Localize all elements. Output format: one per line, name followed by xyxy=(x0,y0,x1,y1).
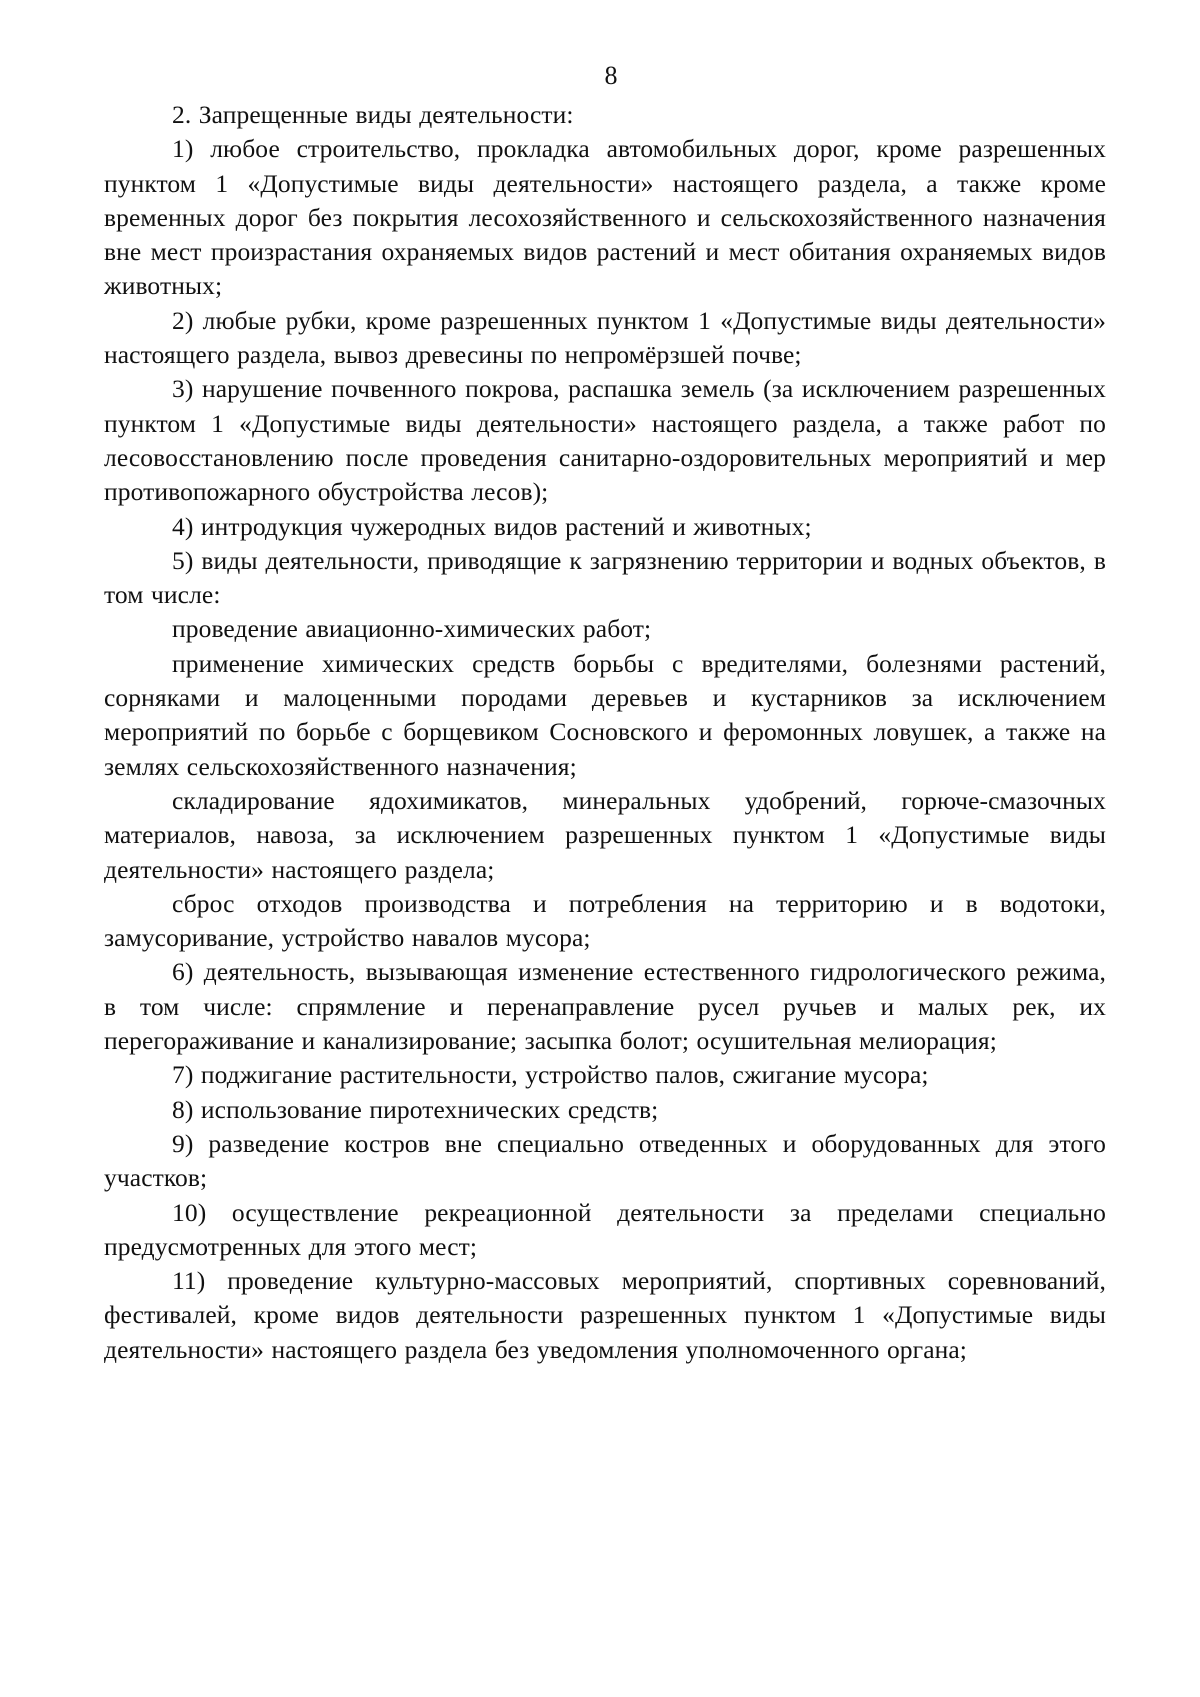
subitem-storage: складирование ядохимикатов, минеральных удобрений, горюче-смазочных материалов, навоза, за исключением разрешенных пунктом 1 «Допустимые виды деятельности» настоящего раздела; xyxy=(104,785,1106,884)
subitem-aviation-chemical: проведение авиационно-химических работ; xyxy=(172,614,652,644)
list-item-4-introduction: 4) интродукция чужеродных видов растений и животных; xyxy=(172,511,812,541)
section-heading-prohibited-activities: 2. Запрещенные виды деятельности: xyxy=(172,100,574,129)
list-item-2-logging: 2) любые рубки, кроме разрешенных пунктом 1 «Допустимые виды деятельности» настоящего раздела, вывоз древесины по непромёрзшей почве; xyxy=(104,305,1106,370)
list-item-8-pyrotechnics: 8) использование пиротехнических средств; xyxy=(172,1094,659,1124)
list-item-1-construction: 1) любое строительство, прокладка автомобильных дорог, кроме разрешенных пунктом 1 «Допустимые виды деятельности» настоящего раздела, а также кроме временных дорог без покрытия лесохозяйственного и сельскохозяйственного назначения вне мест произрастания охраняемых видов растений и мест обитания охраняемых видов животных; xyxy=(104,134,1106,301)
list-item-6-hydrology: 6) деятельность, вызывающая изменение естественного гидрологического режима, в том числе: спрямление и перенаправление русел ручьев и малых рек, их перегораживание и канализирование; засыпка болот; осушительная мелиорация; xyxy=(104,957,1106,1056)
subitem-chemical-control: применение химических средств борьбы с вредителями, болезнями растений, сорняками и малоценными породами деревьев и кустарников за исключением мероприятий по борьбе с борщевиком Сосновского и феромонных ловушек, а также на землях сельскохозяйственного назначения; xyxy=(104,648,1106,781)
subitem-waste-discharge: сброс отходов производства и потребления на территорию и в водотоки, замусоривание, устройство навалов мусора; xyxy=(104,888,1106,953)
list-item-11-mass-events: 11) проведение культурно-массовых мероприятий, спортивных соревнований, фестивалей, кроме видов деятельности разрешенных пунктом 1 «Допустимые виды деятельности» настоящего раздела без уведомления уполномоченного органа; xyxy=(104,1266,1106,1364)
list-item-10-recreation: 10) осуществление рекреационной деятельности за пределами специально предусмотренных для этого мест; xyxy=(104,1197,1106,1261)
list-item-7-burning: 7) поджигание растительности, устройство палов, сжигание мусора; xyxy=(172,1060,929,1090)
list-item-9-campfires: 9) разведение костров вне специально отведенных и оборудованных для этого участков; xyxy=(104,1128,1106,1193)
page-number: 8 xyxy=(604,61,618,90)
list-item-3-soil-disturbance: 3) нарушение почвенного покрова, распашка земель (за исключением разрешенных пунктом 1 «Допустимые виды деятельности» настоящего раздела, а также работ по лесовосстановлению после проведения санитарно-оздоровительных мероприятий и мер противопожарного обустройства лесов); xyxy=(104,374,1106,507)
list-item-5-pollution: 5) виды деятельности, приводящие к загрязнению территории и водных объектов, в том числе: xyxy=(104,545,1106,610)
